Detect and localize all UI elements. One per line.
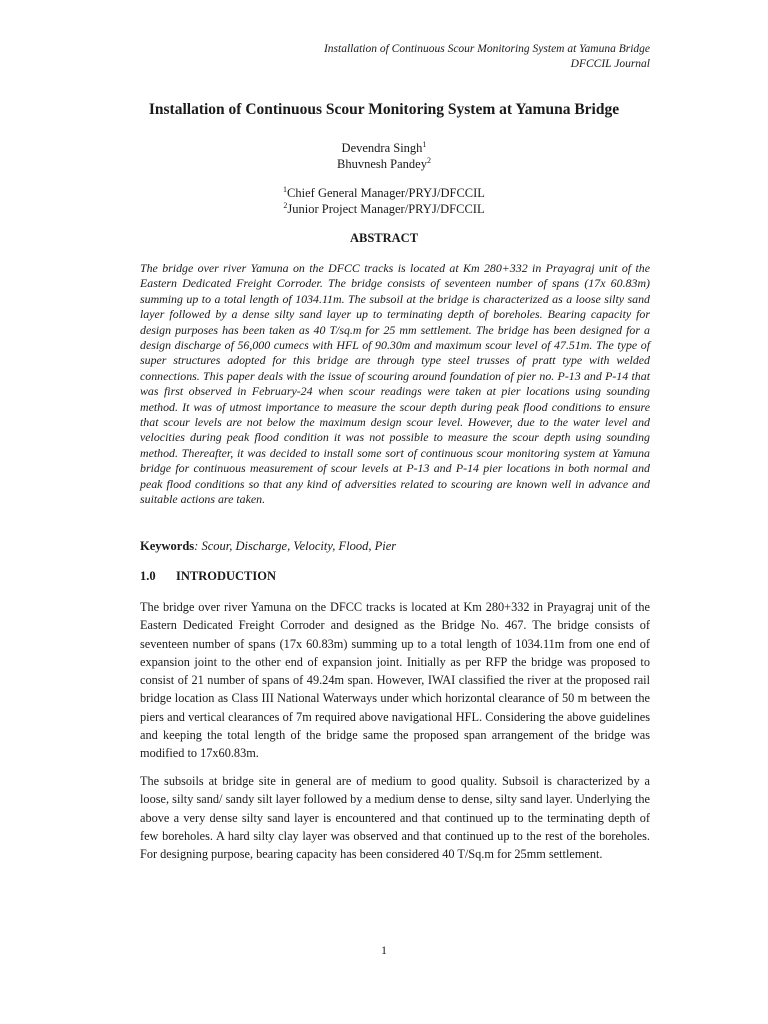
section-heading: [140, 569, 276, 584]
affiliation: [0, 201, 768, 217]
affiliation: [0, 185, 768, 201]
section-title: INTRODUCTION: [176, 569, 277, 583]
keywords-text: : Scour, Discharge, Velocity, Flood, Pier: [194, 539, 397, 553]
author-name: Devendra Singh: [341, 141, 423, 155]
running-header: [324, 42, 650, 72]
body-paragraph: The bridge over river Yamuna on the DFCC tracks is located at Km 280+332 in Prayagraj unit of the Eastern Dedicated Freight Corroder and designed as the Bridge No. 467. The bridge consists of seventeen number of spans (17x 60.83m) summing up to a total length of 1034.11m from one end of expansion joint to the other end of expansion joint. Initially as per RFP the bridge was proposed to consist of 21 number of spans of 49.24m span. However, IWAI classified the river at the proposed rail bridge location as Class III National Waterways under which horizontal clearance of 50 m between the piers and vertical clearances of 7m required above navigational HFL. Considering the above guidelines and keeping the total length of the bridge same the proposed span arrangement of the bridge was modified to 17x60.83m.: [140, 600, 650, 761]
author-name: Bhuvnesh Pandey: [337, 157, 427, 171]
paper-title: Installation of Continuous Scour Monitoring System at Yamuna Bridge: [148, 101, 620, 118]
running-header-title: Installation of Continuous Scour Monitoring System at Yamuna Bridge: [323, 43, 650, 55]
author-affiliation-marker: 1: [422, 139, 427, 149]
keywords-label: Keywords: [140, 539, 195, 553]
affiliation-marker: 2: [283, 200, 288, 210]
author: [0, 156, 768, 172]
body-paragraph: The subsoils at bridge site in general are of medium to good quality. Subsoil is characterized by a loose, silty sand/ sandy silt layer followed by a medium dense to dense, silty sand layer. Underlying the above a very dense silty sand layer is encountered and that continued up to the terminating depth of few boreholes. A hard silty clay layer was observed and that continued up to the rest of the boreholes. For designing purpose, bearing capacity has been considered 40 T/Sq.m for 25mm settlement.: [140, 774, 650, 862]
author-list: [0, 140, 768, 172]
affiliation-text: Junior Project Manager/PRYJ/DFCCIL: [287, 202, 485, 216]
abstract-text: The bridge over river Yamuna on the DFCC tracks is located at Km 280+332 in Prayagraj unit of the Eastern Dedicated Freight Corroder. The bridge consists of seventeen number of spans (17x 60.83m) summing up to a total length of 1034.11m. The subsoil at the bridge is characterized as a loose silty sand layer followed by a dense silty sand layer up to terminating depth of boreholes. Bearing capacity for design purposes has been taken as 40 T/sq.m for 25 mm settlement. The bridge has been designed for a design discharge of 56,000 cumecs with HFL of 90.30m and maximum scour level of 47.51m. The type of super structures adopted for this bridge are through type steel trusses of pratt type with welded connections. This paper deals with the issue of scouring around foundation of pier no. P-13 and P-14 that was first observed in February-24 when scour readings were taken at pier locations using sounding method. It was of utmost importance to measure the scour depth during peak flood conditions to ensure that scour levels are not below the maximum design scour level. However, due to the water level and velocities during peak flood condition it was not possible to measure the scour depth using sounding method. Thereafter, it was decided to install some sort of continuous scour monitoring system at Yamuna bridge for continuous measurement of scour levels at P-13 and P-14 pier locations in both normal and peak flood conditions so that any kind of adversities related to scouring are known well in advance and suitable actions are taken.: [140, 261, 650, 507]
affiliation-list: [0, 185, 768, 217]
author: [0, 140, 768, 156]
keywords: [140, 539, 396, 554]
abstract-heading: ABSTRACT: [349, 231, 419, 245]
section-number: 1.0: [140, 569, 156, 583]
page-number: 1: [381, 943, 387, 957]
author-affiliation-marker: 2: [426, 155, 431, 165]
affiliation-marker: 1: [283, 184, 288, 194]
affiliation-text: Chief General Manager/PRYJ/DFCCIL: [287, 186, 485, 200]
running-header-journal: DFCCIL Journal: [570, 58, 650, 70]
